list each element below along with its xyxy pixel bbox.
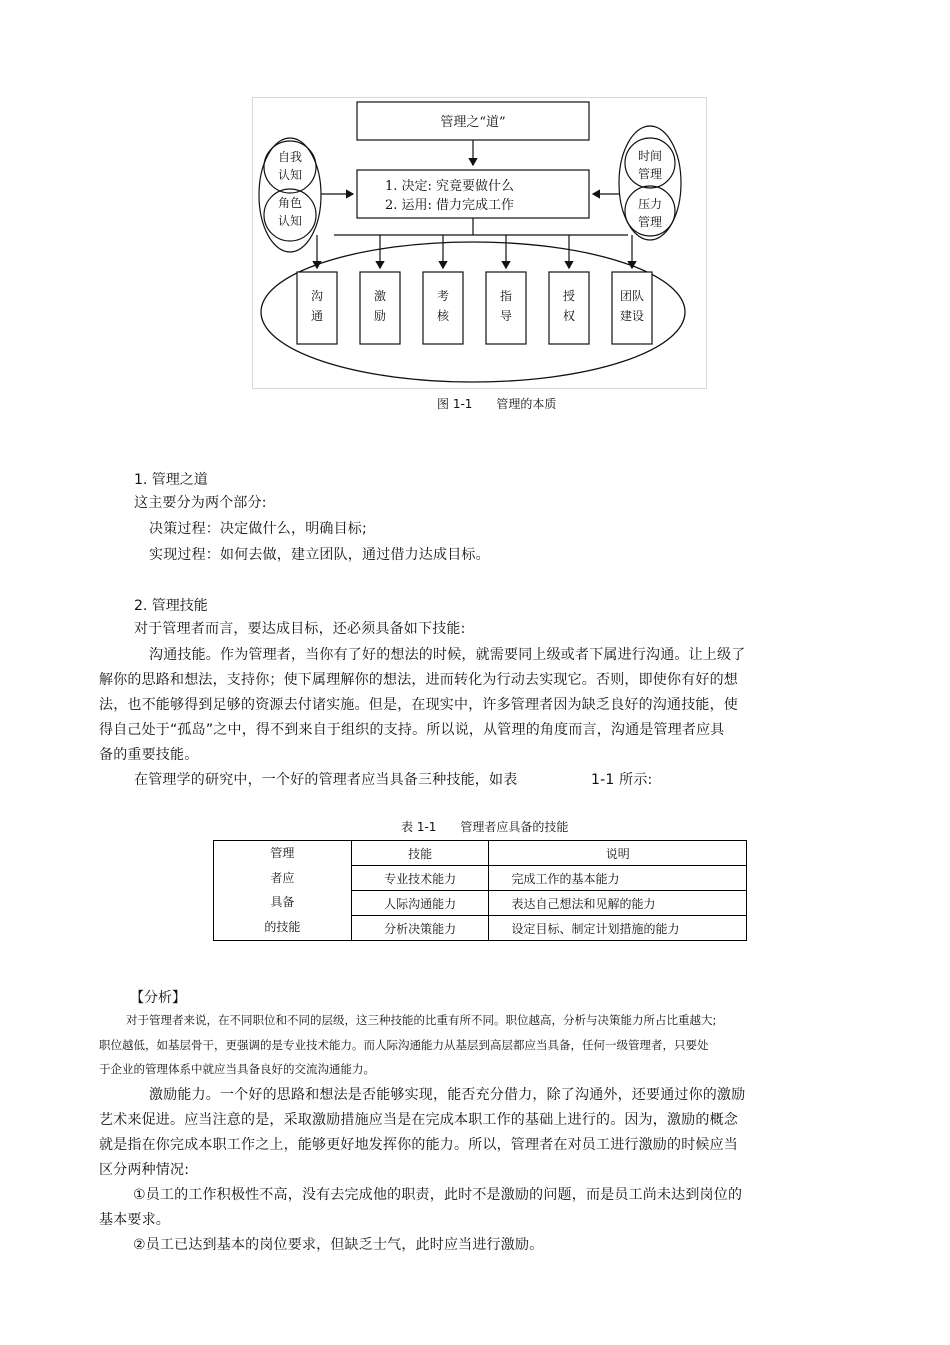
table-row-header xyxy=(214,841,352,941)
section2-para-line-5: 备的重要技能。 xyxy=(99,747,199,763)
row-header-line: 的技能 xyxy=(264,919,301,934)
motivation-line-4: 区分两种情况: xyxy=(99,1162,190,1178)
cell-desc: 表达自己想法和见解的能力 xyxy=(489,891,747,916)
cell-desc: 完成工作的基本能力 xyxy=(489,866,747,891)
case1-line-2: 基本要求。 xyxy=(99,1212,170,1228)
figure-caption: 图 1-1 管理的本质 xyxy=(437,397,557,411)
section2-intro: 对于管理者而言，要达成目标，还必须具备如下技能: xyxy=(134,621,466,637)
section1-title: 1. 管理之道 xyxy=(134,472,208,488)
cell-skill: 分析决策能力 xyxy=(351,916,489,941)
top-box-label: 管理之“道” xyxy=(440,115,506,130)
skill-box-label: 沟 xyxy=(310,289,324,303)
left-bottom-line-1: 角色 xyxy=(277,196,303,210)
skill-box xyxy=(360,272,400,344)
skill-box-label: 通 xyxy=(310,309,324,323)
skill-box-label: 考 xyxy=(436,289,450,303)
section2-para-line-2: 解你的思路和想法，支持你；使下属理解你的想法，进而转化为行动去实现它。否则，即使你有好的想 xyxy=(99,672,738,688)
motivation-line-3: 就是指在你完成本职工作之上，能够更好地发挥你的能力。所以，管理者在对员工进行激励的时候应当 xyxy=(99,1137,738,1153)
analysis-line-1: 对于管理者来说，在不同职位和不同的层级，这三种技能的比重有所不同。职位越高，分析与决策能力所占比重越大; xyxy=(126,1013,717,1027)
case2-line: ②员工已达到基本的岗位要求，但缺乏士气，此时应当进行激励。 xyxy=(133,1237,544,1253)
skill-boxes xyxy=(297,235,652,344)
section2-title: 2. 管理技能 xyxy=(134,598,208,614)
analysis-line-3: 于企业的管理体系中就应当具备良好的交流沟通能力。 xyxy=(99,1062,375,1076)
section1-intro: 这主要分为两个部分: xyxy=(134,495,267,511)
middle-line-1: 1. 决定: 究竟要做什么 xyxy=(385,179,515,194)
left-top-line-2: 认知 xyxy=(277,168,303,182)
skill-box-label: 建设 xyxy=(619,309,645,323)
row-header-line: 管理 xyxy=(270,846,295,860)
analysis-title: 【分析】 xyxy=(130,990,186,1006)
skill-box-label: 导 xyxy=(499,309,513,323)
section2-para-line-4: 得自己处于“孤岛”之中，得不到来自于组织的支持。所以说，从管理的角度而言，沟通是管理者应具 xyxy=(99,722,725,738)
col-header-skill: 技能 xyxy=(351,841,489,866)
skill-box-label: 指 xyxy=(499,289,513,303)
section2-para-line-3: 法，也不能够得到足够的资源去付诸实施。但是，在现实中，许多管理者因为缺乏良好的沟通技能，使 xyxy=(99,697,738,713)
skill-box xyxy=(297,272,337,344)
skill-box-label: 核 xyxy=(436,309,450,323)
section2-para-line-1: 沟通技能。作为管理者，当你有了好的想法的时候，就需要同上级或者下属进行沟通。让上级了 xyxy=(149,647,746,663)
skills-table xyxy=(213,840,747,941)
skill-box-label: 激 xyxy=(373,289,387,303)
motivation-line-1: 激励能力。一个好的思路和想法是否能够实现，能否充分借力，除了沟通外，还要通过你的激励 xyxy=(149,1087,746,1103)
right-bottom-line-1: 压力 xyxy=(637,197,663,211)
cell-skill: 人际沟通能力 xyxy=(351,891,489,916)
left-top-line-1: 自我 xyxy=(277,150,303,164)
right-bottom-line-2: 管理 xyxy=(637,215,663,229)
skill-box xyxy=(486,272,526,344)
skill-box-label: 团队 xyxy=(619,289,645,303)
section1-item2: 实现过程：如何去做，建立团队，通过借力达成目标。 xyxy=(149,547,490,563)
row-header-line: 者应 xyxy=(270,870,295,885)
management-essence-diagram xyxy=(252,97,707,389)
right-top-line-2: 管理 xyxy=(637,167,663,181)
skill-box xyxy=(549,272,589,344)
col-header-desc: 说明 xyxy=(489,841,747,866)
cell-skill: 专业技术能力 xyxy=(351,866,489,891)
cell-desc: 设定目标、制定计划措施的能力 xyxy=(489,916,747,941)
left-bottom-line-2: 认知 xyxy=(277,214,303,228)
left-circle-top xyxy=(264,141,316,193)
skill-box-label: 授 xyxy=(562,289,576,303)
middle-line-2: 2. 运用: 借力完成工作 xyxy=(385,198,515,213)
analysis-line-2: 职位越低，如基层骨干，更强调的是专业技术能力。而人际沟通能力从基层到高层都应当具备，任何一级管理者，只要处 xyxy=(99,1038,709,1052)
skill-box xyxy=(612,272,652,344)
skill-box-label: 权 xyxy=(562,309,576,323)
section1-item1: 决策过程：决定做什么，明确目标; xyxy=(149,521,367,537)
motivation-line-2: 艺术来促进。应当注意的是，采取激励措施应当是在完成本职工作的基础上进行的。因为，激励的概念 xyxy=(99,1112,738,1128)
table-header-row xyxy=(214,841,747,866)
row-header-line: 具备 xyxy=(270,895,295,909)
table-caption: 表 1-1 管理者应具备的技能 xyxy=(401,820,569,834)
section2-research-ref: 1-1 所示: xyxy=(591,772,653,788)
skill-box-label: 励 xyxy=(373,309,387,323)
case1-line-1: ①员工的工作积极性不高，没有去完成他的职责，此时不是激励的问题，而是员工尚未达到岗位的 xyxy=(133,1187,743,1203)
section2-research-text: 在管理学的研究中，一个好的管理者应当具备三种技能，如表 xyxy=(134,772,518,788)
skill-box xyxy=(423,272,463,344)
right-top-line-1: 时间 xyxy=(637,149,663,163)
